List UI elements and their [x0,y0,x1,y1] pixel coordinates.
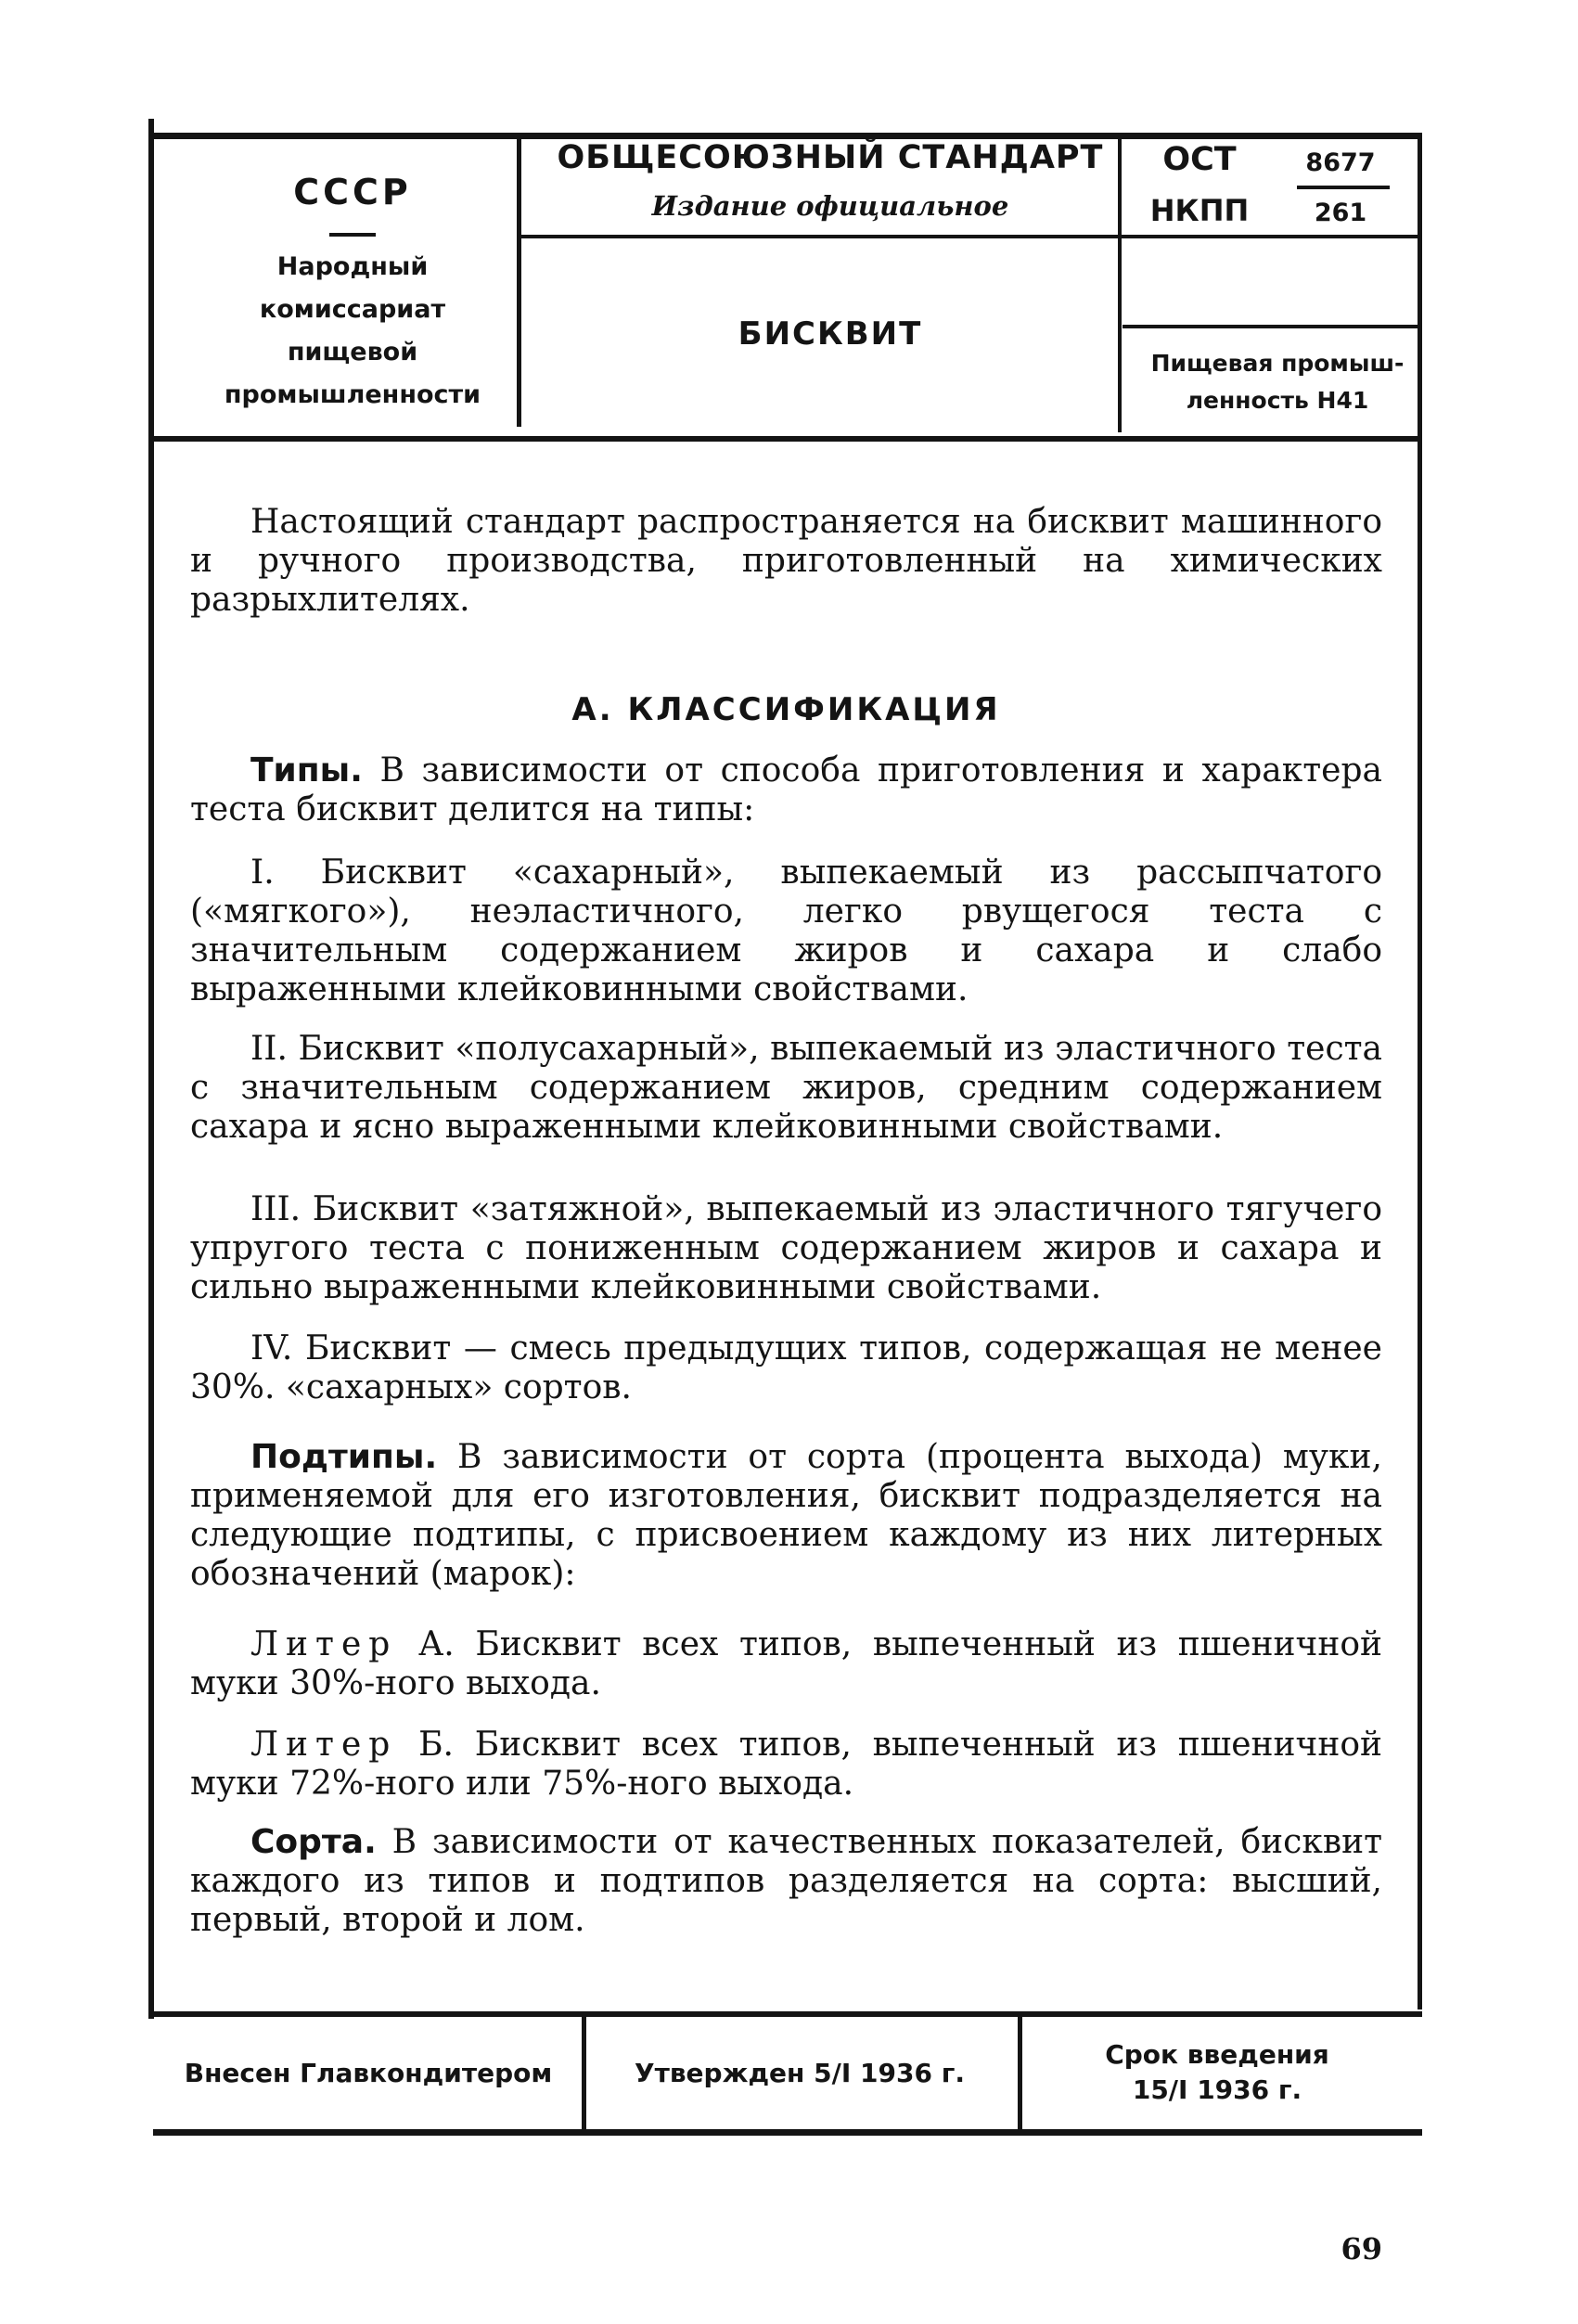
liter-a-paragraph [190,1625,1382,1703]
grades-lead: Сорта. [250,1823,377,1861]
types-paragraph [190,751,1382,829]
ost-number: 8677 [1305,148,1376,177]
grades-text: В зависимости от качественных показателей, бисквит каждого из типов и подтипов разделяется на сорта: высший, первый, второй и лом. [190,1823,1382,1939]
liter-a-lead: Литер [250,1625,398,1663]
ost-label: ОСТ [1162,141,1237,178]
types-text: В зависимости от способа приготовления и характера теста бисквит делится на типы: [190,751,1382,828]
liter-b-lead: Литер [250,1726,398,1764]
effective-date [1022,2037,1412,2108]
page-number: 69 [1341,2231,1382,2266]
commissariat-name [167,246,538,417]
industry-line: ленность Н41 [1186,387,1369,414]
header-top-rule [153,133,1422,139]
product-name: БИСКВИТ [738,315,923,353]
header-divider-2 [1118,137,1122,432]
edition-note: Издание официальное [651,190,1009,222]
liter-b-text: Б. Бисквит всех типов, выпеченный из пшеничной муки 72%-ного или 75%-ного выхода. [190,1726,1382,1803]
nkpp-label: НКПП [1149,193,1250,228]
type-4-paragraph: IV. Бисквит — смесь предыдущих типов, содержащая не менее 30%. «сахарных» сортов. [190,1329,1382,1406]
ost-fraction-bar [1297,186,1390,189]
liter-b-paragraph [190,1726,1382,1804]
industry-classifier [1124,345,1430,419]
effective-date-line: Срок введения [1105,2039,1329,2070]
header-mid-rule [521,235,1422,238]
subtypes-text: В зависимости от сорта (процента выхода) муки, применяемой для его изготовления, бисквит подразделяется на следующие подтипы, с присвоением каждому из них литерных обозначений (марок): [190,1438,1382,1593]
header-bottom-rule [153,436,1422,442]
standard-title: ОБЩЕСОЮЗНЫЙ СТАНДАРТ [557,139,1104,176]
commissariat-line: промышленности [224,380,481,409]
type-1-paragraph: I. Бисквит «сахарный», выпекаемый из рассыпчатого («мягкого»), неэластичного, легко рвущегося теста с значительным содержанием жиров и сахара и слабо выраженными клейковинными свойствами. [190,854,1382,1008]
header-right-rule [1123,325,1422,328]
type-3-paragraph: III. Бисквит «затяжной», выпекаемый из эластичного тягучего упругого теста с пониженным содержанием жиров и сахара и сильно выраженными клейковинными свойствами. [190,1190,1382,1306]
submitted-by: Внесен Главкондитером [184,2058,553,2088]
liter-a-text: А. Бисквит всех типов, выпеченный из пшеничной муки 30%-ного выхода. [190,1625,1382,1702]
footer-bottom-rule [153,2129,1422,2136]
footer-top-rule [153,2011,1422,2017]
commissariat-line: Народный [276,252,429,281]
subtypes-paragraph [190,1438,1382,1594]
intro-paragraph: Настоящий стандарт распространяется на бисквит машинного и ручного производства, приготовленный на химических разрыхлителях. [190,503,1382,619]
country-label: СССР [293,172,412,212]
subtypes-lead: Подтипы. [250,1438,438,1476]
grades-paragraph [190,1823,1382,1940]
approval-date: Утвержден 5/I 1936 г. [635,2058,965,2088]
industry-line: Пищевая промыш- [1150,350,1405,377]
nkpp-number: 261 [1314,199,1367,227]
commissariat-line: комиссариат [259,295,446,324]
frame-left-rule [148,119,154,2019]
commissariat-line: пищевой [287,338,418,366]
effective-date-line: 15/I 1936 г. [1132,2074,1302,2105]
type-2-paragraph: II. Бисквит «полусахарный», выпекаемый из эластичного теста с значительным содержанием жиров, средним содержанием сахара и ясно выраженными клейковинными свойствами. [190,1030,1382,1146]
types-lead: Типы. [250,751,363,790]
country-underline [329,233,376,237]
section-heading: А. КЛАССИФИКАЦИЯ [571,691,1001,728]
